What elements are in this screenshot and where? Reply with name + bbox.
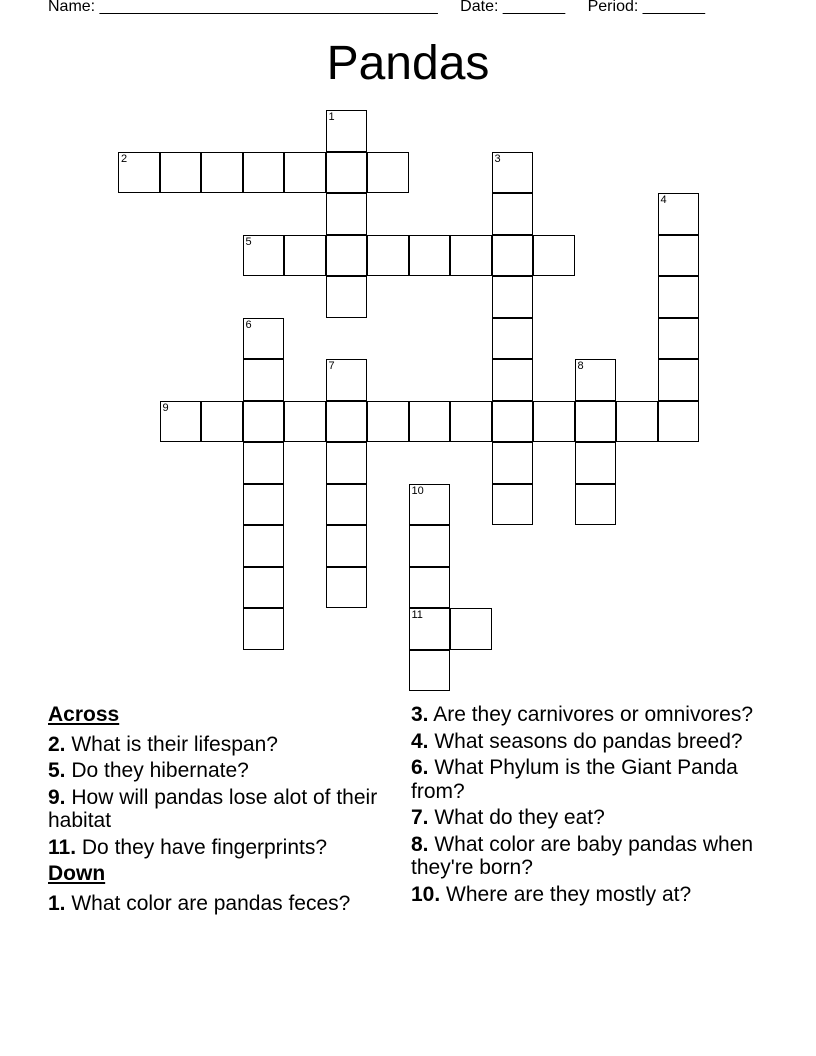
- clue-item-text: Where are they mostly at?: [446, 882, 692, 906]
- grid-cell[interactable]: [575, 401, 617, 443]
- clue-item: [411, 833, 771, 880]
- grid-cell[interactable]: [367, 235, 409, 277]
- clue-number: 4: [660, 194, 667, 206]
- grid-cell[interactable]: [326, 110, 368, 152]
- clue-item-text: What seasons do pandas breed?: [434, 729, 743, 753]
- grid-cell[interactable]: [326, 567, 368, 609]
- clue-number: 10: [411, 484, 424, 497]
- clue-number: 5: [245, 235, 252, 248]
- grid-cell[interactable]: [450, 608, 492, 650]
- down-clue-list-right: [411, 703, 771, 906]
- grid-cell[interactable]: [658, 276, 700, 318]
- grid-cell[interactable]: [326, 484, 368, 526]
- grid-cell[interactable]: [533, 235, 575, 277]
- grid-cell[interactable]: [243, 525, 285, 567]
- grid-cell[interactable]: [367, 401, 409, 443]
- across-clue-list: [48, 733, 388, 860]
- grid-cell[interactable]: [243, 359, 285, 401]
- grid-cell[interactable]: [284, 401, 326, 443]
- grid-cell[interactable]: [658, 235, 700, 277]
- grid-cell[interactable]: [118, 152, 160, 194]
- grid-cell[interactable]: [409, 567, 451, 609]
- clue-number: 2: [121, 152, 128, 165]
- grid-cell[interactable]: [326, 276, 368, 318]
- clue-item-number: 9.: [48, 785, 66, 809]
- grid-cell[interactable]: [575, 484, 617, 526]
- grid-cell[interactable]: [326, 193, 368, 235]
- clue-number: 11: [411, 609, 423, 621]
- grid-cell[interactable]: [658, 193, 700, 235]
- clue-item-number: 11.: [48, 835, 77, 859]
- grid-cell[interactable]: [409, 484, 451, 526]
- grid-cell[interactable]: [326, 152, 368, 194]
- grid-cell[interactable]: [409, 401, 451, 443]
- grid-cell[interactable]: [409, 235, 451, 277]
- clue-item: [48, 759, 388, 783]
- grid-cell[interactable]: [658, 401, 700, 443]
- down-clue-list-left: [48, 892, 388, 916]
- clue-item-text: Are they carnivores or omnivores?: [433, 703, 754, 726]
- grid-cell[interactable]: [492, 359, 534, 401]
- grid-cell[interactable]: [409, 525, 451, 567]
- clue-item-number: 5.: [48, 759, 66, 782]
- clue-item-text: What Phylum is the Giant Panda from?: [411, 756, 738, 803]
- clue-item-text: Do they hibernate?: [71, 759, 249, 782]
- clue-item-number: 6.: [411, 756, 429, 779]
- grid-cell[interactable]: [616, 401, 658, 443]
- clue-item-text: What do they eat?: [434, 806, 605, 829]
- grid-cell[interactable]: [243, 318, 285, 360]
- clue-number: 6: [245, 318, 252, 331]
- clue-item: [411, 730, 771, 754]
- clue-item: [411, 756, 771, 803]
- grid-cell[interactable]: [160, 401, 202, 443]
- clue-item-text: What color are baby pandas when they're born?: [411, 832, 754, 879]
- grid-cell[interactable]: [450, 401, 492, 443]
- down-heading: Down: [48, 862, 106, 885]
- grid-cell[interactable]: [243, 152, 285, 194]
- across-heading: Across: [48, 703, 120, 726]
- grid-cell[interactable]: [201, 152, 243, 194]
- clue-item: [48, 733, 388, 757]
- grid-cell[interactable]: [201, 401, 243, 443]
- grid-cell[interactable]: [492, 235, 534, 277]
- grid-cell[interactable]: [492, 484, 534, 526]
- clues-right-column: [411, 703, 771, 909]
- grid-cell[interactable]: [326, 401, 368, 443]
- page-title: Pandas: [326, 37, 490, 90]
- grid-cell[interactable]: [575, 359, 617, 401]
- grid-cell[interactable]: [243, 484, 285, 526]
- grid-cell[interactable]: [450, 235, 492, 277]
- grid-cell[interactable]: [326, 359, 368, 401]
- grid-cell[interactable]: [409, 650, 451, 692]
- clue-item-number: 10.: [411, 882, 441, 906]
- clue-item-text: Do they have fingerprints?: [81, 835, 328, 859]
- clue-number: 3: [494, 152, 501, 165]
- grid-cell[interactable]: [658, 359, 700, 401]
- clue-number: 7: [328, 360, 335, 372]
- grid-cell[interactable]: [533, 401, 575, 443]
- period-field[interactable]: Period: _______: [587, 0, 706, 15]
- grid-cell[interactable]: [409, 608, 451, 650]
- grid-cell[interactable]: [243, 567, 285, 609]
- grid-cell[interactable]: [658, 318, 700, 360]
- grid-cell[interactable]: [492, 276, 534, 318]
- clue-item: [48, 836, 388, 860]
- grid-cell[interactable]: [492, 152, 534, 194]
- clue-item-number: 2.: [48, 732, 66, 756]
- clue-number: 9: [162, 401, 169, 414]
- grid-cell[interactable]: [492, 193, 534, 235]
- grid-cell[interactable]: [243, 608, 285, 650]
- name-field[interactable]: Name: ______________________________________: [48, 0, 438, 15]
- clue-item-number: 4.: [411, 729, 429, 753]
- grid-cell[interactable]: [243, 401, 285, 443]
- grid-cell[interactable]: [243, 442, 285, 484]
- clue-item-text: What color are pandas feces?: [71, 891, 351, 915]
- grid-cell[interactable]: [160, 152, 202, 194]
- clue-item: [48, 892, 388, 916]
- clue-item: [411, 703, 771, 727]
- clue-item-number: 3.: [411, 703, 429, 726]
- grid-cell[interactable]: [284, 152, 326, 194]
- clue-number: 1: [328, 111, 335, 123]
- grid-cell[interactable]: [367, 152, 409, 194]
- grid-cell[interactable]: [326, 525, 368, 567]
- clue-item-number: 1.: [48, 891, 66, 915]
- grid-cell[interactable]: [492, 318, 534, 360]
- grid-cell[interactable]: [326, 442, 368, 484]
- date-field[interactable]: Date: _______: [460, 0, 566, 15]
- clue-item: [48, 786, 388, 833]
- clues-left-column: [48, 703, 388, 918]
- grid-cell[interactable]: [575, 442, 617, 484]
- clue-item-number: 7.: [411, 806, 429, 829]
- grid-cell[interactable]: [243, 235, 285, 277]
- grid-cell[interactable]: [492, 442, 534, 484]
- clue-number: 8: [577, 360, 584, 372]
- grid-cell[interactable]: [284, 235, 326, 277]
- clue-item-text: What is their lifespan?: [71, 732, 278, 756]
- clue-item: [411, 806, 771, 830]
- clue-item-number: 8.: [411, 832, 429, 856]
- clue-item-text: How will pandas lose alot of their habitat: [48, 785, 378, 832]
- clue-item: [411, 883, 771, 907]
- grid-cell[interactable]: [492, 401, 534, 443]
- grid-cell[interactable]: [326, 235, 368, 277]
